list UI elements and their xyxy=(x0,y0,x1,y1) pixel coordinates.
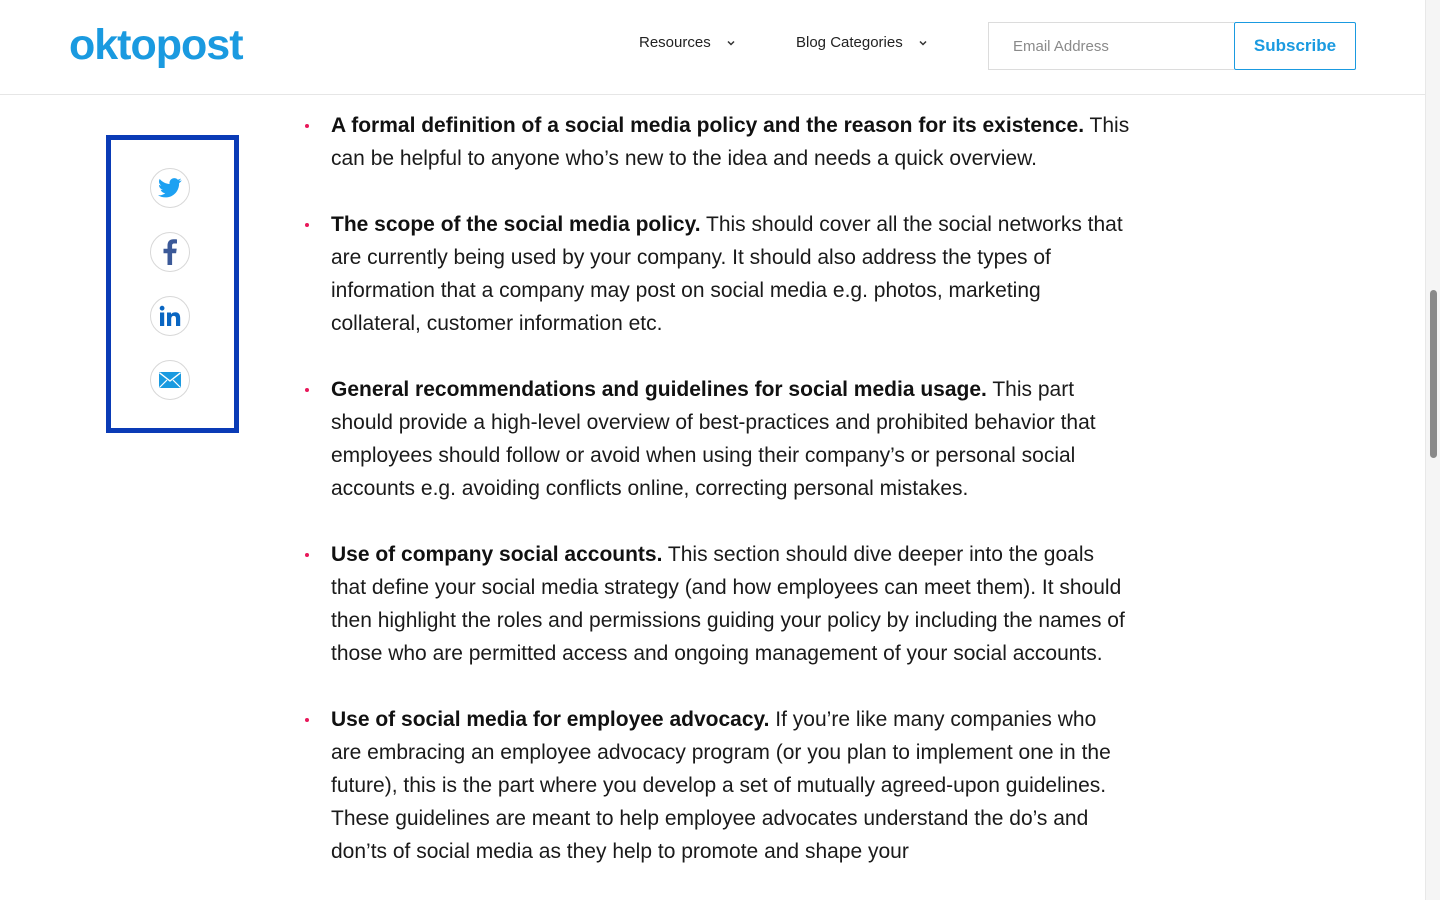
bullet-dot xyxy=(305,553,309,557)
chevron-down-icon xyxy=(917,37,929,49)
list-item xyxy=(300,109,1130,175)
list-item xyxy=(300,703,1130,868)
nav-blog-categories[interactable] xyxy=(796,34,929,51)
nav-resources-label: Resources xyxy=(639,34,711,51)
article-body xyxy=(300,109,1130,900)
policy-components-list xyxy=(300,109,1130,868)
twitter-icon xyxy=(158,178,182,198)
bullet-dot xyxy=(305,223,309,227)
linkedin-icon xyxy=(159,305,181,327)
list-item xyxy=(300,373,1130,505)
facebook-icon xyxy=(163,239,177,265)
list-item-heading: A formal definition of a social media policy and the reason for its existence. xyxy=(331,114,1085,137)
list-item-text: This can be helpful to anyone who’s new to the idea and needs a quick overview. xyxy=(331,114,1130,170)
list-item xyxy=(300,538,1130,670)
site-header xyxy=(0,0,1425,95)
nav-resources[interactable] xyxy=(639,34,737,51)
subscribe-button[interactable]: Subscribe xyxy=(1234,22,1356,70)
list-item-text: If you’re like many companies who are embracing an employee advocacy program (or you plan to implement one in the future), this is the part where you develop a set of mutually agreed-upon guidelines. These guidelines are meant to help employee advocates understand the do’s and don’ts of social media as they help to promote and shape your xyxy=(331,708,1111,863)
share-twitter-button[interactable] xyxy=(150,168,190,208)
list-item-heading: Use of company social accounts. xyxy=(331,543,663,566)
email-address-input[interactable] xyxy=(988,22,1234,70)
oktopost-logo[interactable] xyxy=(68,22,243,68)
share-linkedin-button[interactable] xyxy=(150,296,190,336)
share-email-button[interactable] xyxy=(150,360,190,400)
share-sidebar xyxy=(106,135,239,433)
nav-blog-categories-label: Blog Categories xyxy=(796,34,903,51)
bullet-dot xyxy=(305,124,309,128)
list-item-heading: The scope of the social media policy. xyxy=(331,213,701,236)
list-item xyxy=(300,208,1130,340)
bullet-dot xyxy=(305,718,309,722)
list-item-heading: General recommendations and guidelines for social media usage. xyxy=(331,378,987,401)
list-item-text: This should cover all the social networks that are currently being used by your company. It should also address the types of information that a company may post on social media e.g. photos, marketing collateral, customer information etc. xyxy=(331,213,1123,335)
page-scrollbar[interactable] xyxy=(1425,0,1440,900)
bullet-dot xyxy=(305,388,309,392)
share-facebook-button[interactable] xyxy=(150,232,190,272)
list-item-heading: Use of social media for employee advocacy. xyxy=(331,708,770,731)
scrollbar-thumb[interactable] xyxy=(1430,290,1437,458)
email-icon xyxy=(158,371,182,389)
logo-text: oktopost xyxy=(69,21,243,69)
chevron-down-icon xyxy=(725,37,737,49)
list-item-text: This part should provide a high-level overview of best-practices and prohibited behavior that employees should follow or avoid when using their company’s or personal social accounts e.g. avoiding conflicts online, correcting personal mistakes. xyxy=(331,378,1096,500)
list-item-text: This section should dive deeper into the goals that define your social media strategy (and how employees can meet them). It should then highlight the roles and permissions guiding your policy by including the names of those who are permitted access and ongoing management of your social accounts. xyxy=(331,543,1125,665)
